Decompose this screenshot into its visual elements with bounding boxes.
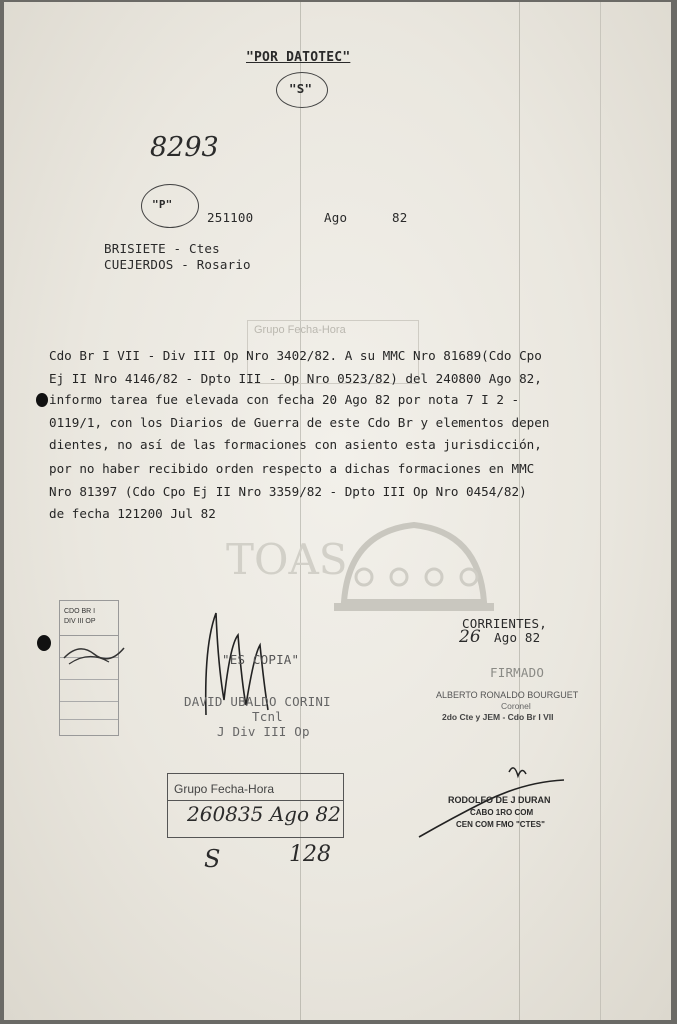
helmet-watermark-icon (334, 507, 494, 617)
firmado-label: FIRMADO (490, 665, 545, 680)
handwritten-doc-number: 8293 (150, 132, 219, 163)
fold-line (300, 2, 301, 1020)
classification-header: "POR DATOTEC" (246, 50, 351, 65)
date-day: 26 (459, 627, 481, 647)
body-line: informo tarea fue elevada con fecha 20 Ago 82 por nota 7 I 2 - (49, 392, 520, 407)
place: CORRIENTES, (462, 616, 547, 631)
copy-signer-rank: Tcnl (252, 709, 283, 724)
year: 82 (392, 210, 408, 225)
grupo-fecha-value: 260835 Ago 82 (187, 802, 341, 826)
handwritten-note-s: S (204, 845, 221, 873)
punch-hole (36, 393, 48, 407)
secret-mark: "S" (289, 81, 313, 96)
recipient-line: CUEJERDOS - Rosario (104, 257, 251, 272)
dtg: 251100 (207, 210, 254, 225)
body-line: por no haber recibido orden respecto a dichas formaciones en MMC (49, 461, 535, 476)
fold-line (519, 2, 520, 1020)
copy-signer-name: DAVID UBALDO CORINI (184, 694, 331, 709)
month: Ago (324, 210, 348, 225)
handwritten-note-number: 128 (289, 842, 331, 867)
body-line: de fecha 121200 Jul 82 (49, 506, 216, 521)
recipient-line: BRISIETE - Ctes (104, 241, 220, 256)
body-line: Nro 81397 (Cdo Cpo Ej II Nro 3359/82 - Dpto III Op Nro 0454/82) (49, 484, 527, 499)
faint-stamp-label: Grupo Fecha-Hora (254, 324, 346, 336)
body-line: Cdo Br I VII - Div III Op Nro 3402/82. A su MMC Nro 81689(Cdo Cpo (49, 348, 542, 363)
precedence-mark: "P" (152, 198, 173, 211)
body-line: dientes, no así de las formaciones con asiento esta jurisdicción, (49, 437, 542, 452)
grupo-fecha-label: Grupo Fecha-Hora (174, 782, 275, 796)
copy-signer-office: J Div III Op (217, 724, 310, 739)
punch-hole (37, 635, 51, 651)
signer-rank: Coronel (501, 701, 531, 711)
registry-stamp-line: DIV III OP (64, 618, 96, 625)
cabo-office: CEN COM FMO "CTES" (456, 820, 545, 829)
date-month-year: Ago 82 (494, 630, 541, 645)
registry-stamp-line: CDO BR I (64, 608, 96, 615)
fold-line (600, 2, 601, 1020)
registry-scribble-icon (59, 640, 129, 670)
cabo-rank: CABO 1RO COM (470, 808, 534, 817)
document-page (4, 2, 671, 1020)
body-line: 0119/1, con los Diarios de Guerra de este Cdo Br y elementos depen (49, 415, 550, 430)
es-copia-label: "ES COPIA" (222, 652, 300, 667)
signer-name: ALBERTO RONALDO BOURGUET (436, 690, 579, 700)
watermark-toas: TOAS (226, 535, 348, 584)
body-line: Ej II Nro 4146/82 - Dpto III - Op Nro 0523/82) del 240800 Ago 82, (49, 371, 542, 386)
cabo-name: RODOLFO DE J DURAN (448, 795, 551, 805)
signer-office: 2do Cte y JEM - Cdo Br I VII (442, 712, 554, 722)
